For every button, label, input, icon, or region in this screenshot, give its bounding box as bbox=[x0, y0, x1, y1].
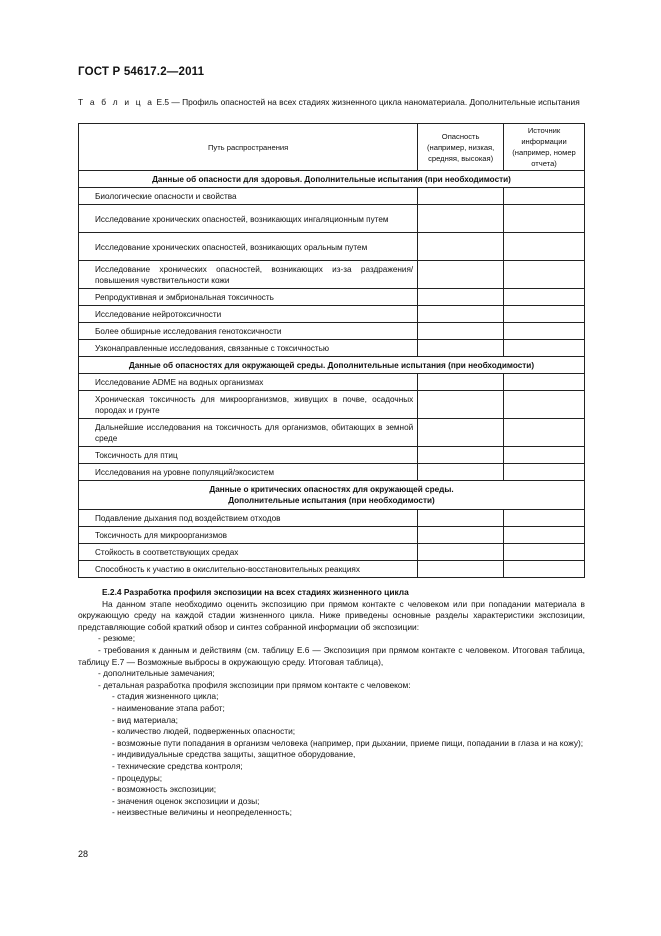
section-title-critical-line1: Данные о критических опасностях для окружающей среды. bbox=[209, 485, 454, 494]
table-row bbox=[79, 544, 585, 561]
body-text bbox=[78, 587, 585, 819]
source-cell bbox=[504, 447, 585, 464]
source-cell bbox=[504, 233, 585, 261]
table-row bbox=[79, 289, 585, 306]
row-label: Токсичность для микроорганизмов bbox=[79, 527, 418, 544]
sub-list-item: - вид материала; bbox=[112, 714, 178, 725]
hazard-cell bbox=[418, 374, 504, 391]
header-hazard: Опасность (например, низкая, средняя, высокая) bbox=[418, 124, 504, 171]
sub-list-item: - наименование этапа работ; bbox=[112, 702, 225, 713]
row-label: Биологические опасности и свойства bbox=[79, 188, 418, 205]
section-title-critical-line2: Дополнительные испытания (при необходимости) bbox=[228, 496, 435, 505]
section-title-critical bbox=[79, 481, 585, 510]
hazard-cell bbox=[418, 464, 504, 481]
document-header: ГОСТ Р 54617.2—2011 bbox=[78, 66, 205, 78]
source-cell bbox=[504, 544, 585, 561]
table-row bbox=[79, 261, 585, 289]
section-row bbox=[79, 481, 585, 510]
table-row bbox=[79, 188, 585, 205]
hazard-cell bbox=[418, 261, 504, 289]
source-cell bbox=[504, 323, 585, 340]
hazard-cell bbox=[418, 510, 504, 527]
row-label: Исследование ADME на водных организмах bbox=[79, 374, 418, 391]
row-label: Исследование хронических опасностей, возникающих ингаляционным путем bbox=[79, 205, 418, 233]
hazard-cell bbox=[418, 391, 504, 419]
source-cell bbox=[504, 527, 585, 544]
row-label: Исследование нейротоксичности bbox=[79, 306, 418, 323]
hazard-cell bbox=[418, 561, 504, 578]
row-label: Более обширные исследования генотоксичности bbox=[79, 323, 418, 340]
hazard-cell bbox=[418, 419, 504, 447]
source-cell bbox=[504, 464, 585, 481]
sub-list-item: - возможные пути попадания в организм человека (например, при дыхании, приеме пищи, попадании в глаза и на кожу); bbox=[112, 737, 584, 748]
row-label: Узконаправленные исследования, связанные с токсичностью bbox=[79, 340, 418, 357]
caption-prefix: Т а б л и ц а bbox=[78, 97, 155, 107]
row-label: Исследования на уровне популяций/экосистем bbox=[79, 464, 418, 481]
section-row bbox=[79, 357, 585, 374]
sub-list-item: - неизвестные величины и неопределенность; bbox=[112, 807, 292, 818]
sub-list-item: - значения оценок экспозиции и дозы; bbox=[112, 795, 260, 806]
table-row bbox=[79, 527, 585, 544]
row-label: Исследование хронических опасностей, возникающих оральным путем bbox=[79, 233, 418, 261]
hazard-profile-table bbox=[78, 123, 585, 578]
hazard-cell bbox=[418, 289, 504, 306]
table-row bbox=[79, 464, 585, 481]
hazard-cell bbox=[418, 233, 504, 261]
row-label: Способность к участию в окислительно-восстановительных реакциях bbox=[79, 561, 418, 578]
table-row bbox=[79, 306, 585, 323]
list-item: - резюме; bbox=[98, 633, 136, 644]
section-heading: Е.2.4 Разработка профиля экспозиции на всех стадиях жизненного цикла bbox=[102, 587, 409, 597]
table-row bbox=[79, 323, 585, 340]
table-row bbox=[79, 340, 585, 357]
source-cell bbox=[504, 391, 585, 419]
header-path: Путь распространения bbox=[79, 124, 418, 171]
hazard-cell bbox=[418, 188, 504, 205]
table-row bbox=[79, 447, 585, 464]
row-label: Репродуктивная и эмбриональная токсичность bbox=[79, 289, 418, 306]
hazard-cell bbox=[418, 323, 504, 340]
table-header-row bbox=[79, 124, 585, 171]
hazard-cell bbox=[418, 205, 504, 233]
list-item: - дополнительные замечания; bbox=[98, 668, 215, 679]
hazard-cell bbox=[418, 544, 504, 561]
table-row bbox=[79, 419, 585, 447]
sub-list-item: - технические средства контроля; bbox=[112, 760, 243, 771]
row-label: Дальнейшие исследования на токсичность для организмов, обитающих в земной среде bbox=[79, 419, 418, 447]
table-row bbox=[79, 510, 585, 527]
sub-list-item: - процедуры; bbox=[112, 772, 163, 783]
intro-paragraph: На данном этапе необходимо оценить экспозицию при прямом контакте с человеком или при попадании материала в окружающую среду на каждой стадии жизненного цикла. Ниже приведены основные разделы характеристики экспозиции, представляющие собой краткий обзор и синтез собранной информации об экспозиции: bbox=[78, 598, 585, 632]
table-row bbox=[79, 205, 585, 233]
table-row bbox=[79, 374, 585, 391]
source-cell bbox=[504, 510, 585, 527]
sub-list-item: - стадия жизненного цикла; bbox=[112, 691, 219, 702]
hazard-cell bbox=[418, 527, 504, 544]
sub-list-item: - индивидуальные средства защиты, защитное оборудование, bbox=[112, 749, 356, 760]
source-cell bbox=[504, 306, 585, 323]
source-cell bbox=[504, 289, 585, 306]
section-row bbox=[79, 171, 585, 188]
hazard-cell bbox=[418, 340, 504, 357]
caption-text: Е.5 — Профиль опасностей на всех стадиях жизненного цикла наноматериала. Дополнительные испытания bbox=[154, 97, 580, 107]
table-caption bbox=[78, 96, 584, 108]
section-title-health: Данные об опасности для здоровья. Дополнительные испытания (при необходимости) bbox=[79, 171, 585, 188]
source-cell bbox=[504, 205, 585, 233]
source-cell bbox=[504, 374, 585, 391]
row-label: Токсичность для птиц bbox=[79, 447, 418, 464]
table-row bbox=[79, 561, 585, 578]
header-source: Источник информации (например, номер отчета) bbox=[504, 124, 585, 171]
sub-list-item: - количество людей, подверженных опасности; bbox=[112, 726, 296, 737]
source-cell bbox=[504, 188, 585, 205]
page-number: 28 bbox=[78, 849, 89, 859]
row-label: Подавление дыхания под воздействием отходов bbox=[79, 510, 418, 527]
row-label: Стойкость в соответствующих средах bbox=[79, 544, 418, 561]
hazard-cell bbox=[418, 447, 504, 464]
source-cell bbox=[504, 261, 585, 289]
source-cell bbox=[504, 419, 585, 447]
table-row bbox=[79, 233, 585, 261]
table-row bbox=[79, 391, 585, 419]
source-cell bbox=[504, 340, 585, 357]
section-title-environment: Данные об опасностях для окружающей среды. Дополнительные испытания (при необходимости) bbox=[79, 357, 585, 374]
row-label: Хроническая токсичность для микроорганизмов, живущих в почве, осадочных породах и грунте bbox=[79, 391, 418, 419]
source-cell bbox=[504, 561, 585, 578]
list-item: - требования к данным и действиям (см. таблицу Е.6 — Экспозиция при прямом контакте с человеком. Итоговая таблица, таблицу Е.7 — Возможные выбросы в окружающую среду. Итоговая таблица), bbox=[78, 644, 585, 667]
sub-list-item: - возможность экспозиции; bbox=[112, 784, 217, 795]
row-label: Исследование хронических опасностей, возникающих из-за раздражения/повышения чувствительности кожи bbox=[79, 261, 418, 289]
list-item: - детальная разработка профиля экспозиции при прямом контакте с человеком: bbox=[98, 679, 411, 690]
hazard-cell bbox=[418, 306, 504, 323]
